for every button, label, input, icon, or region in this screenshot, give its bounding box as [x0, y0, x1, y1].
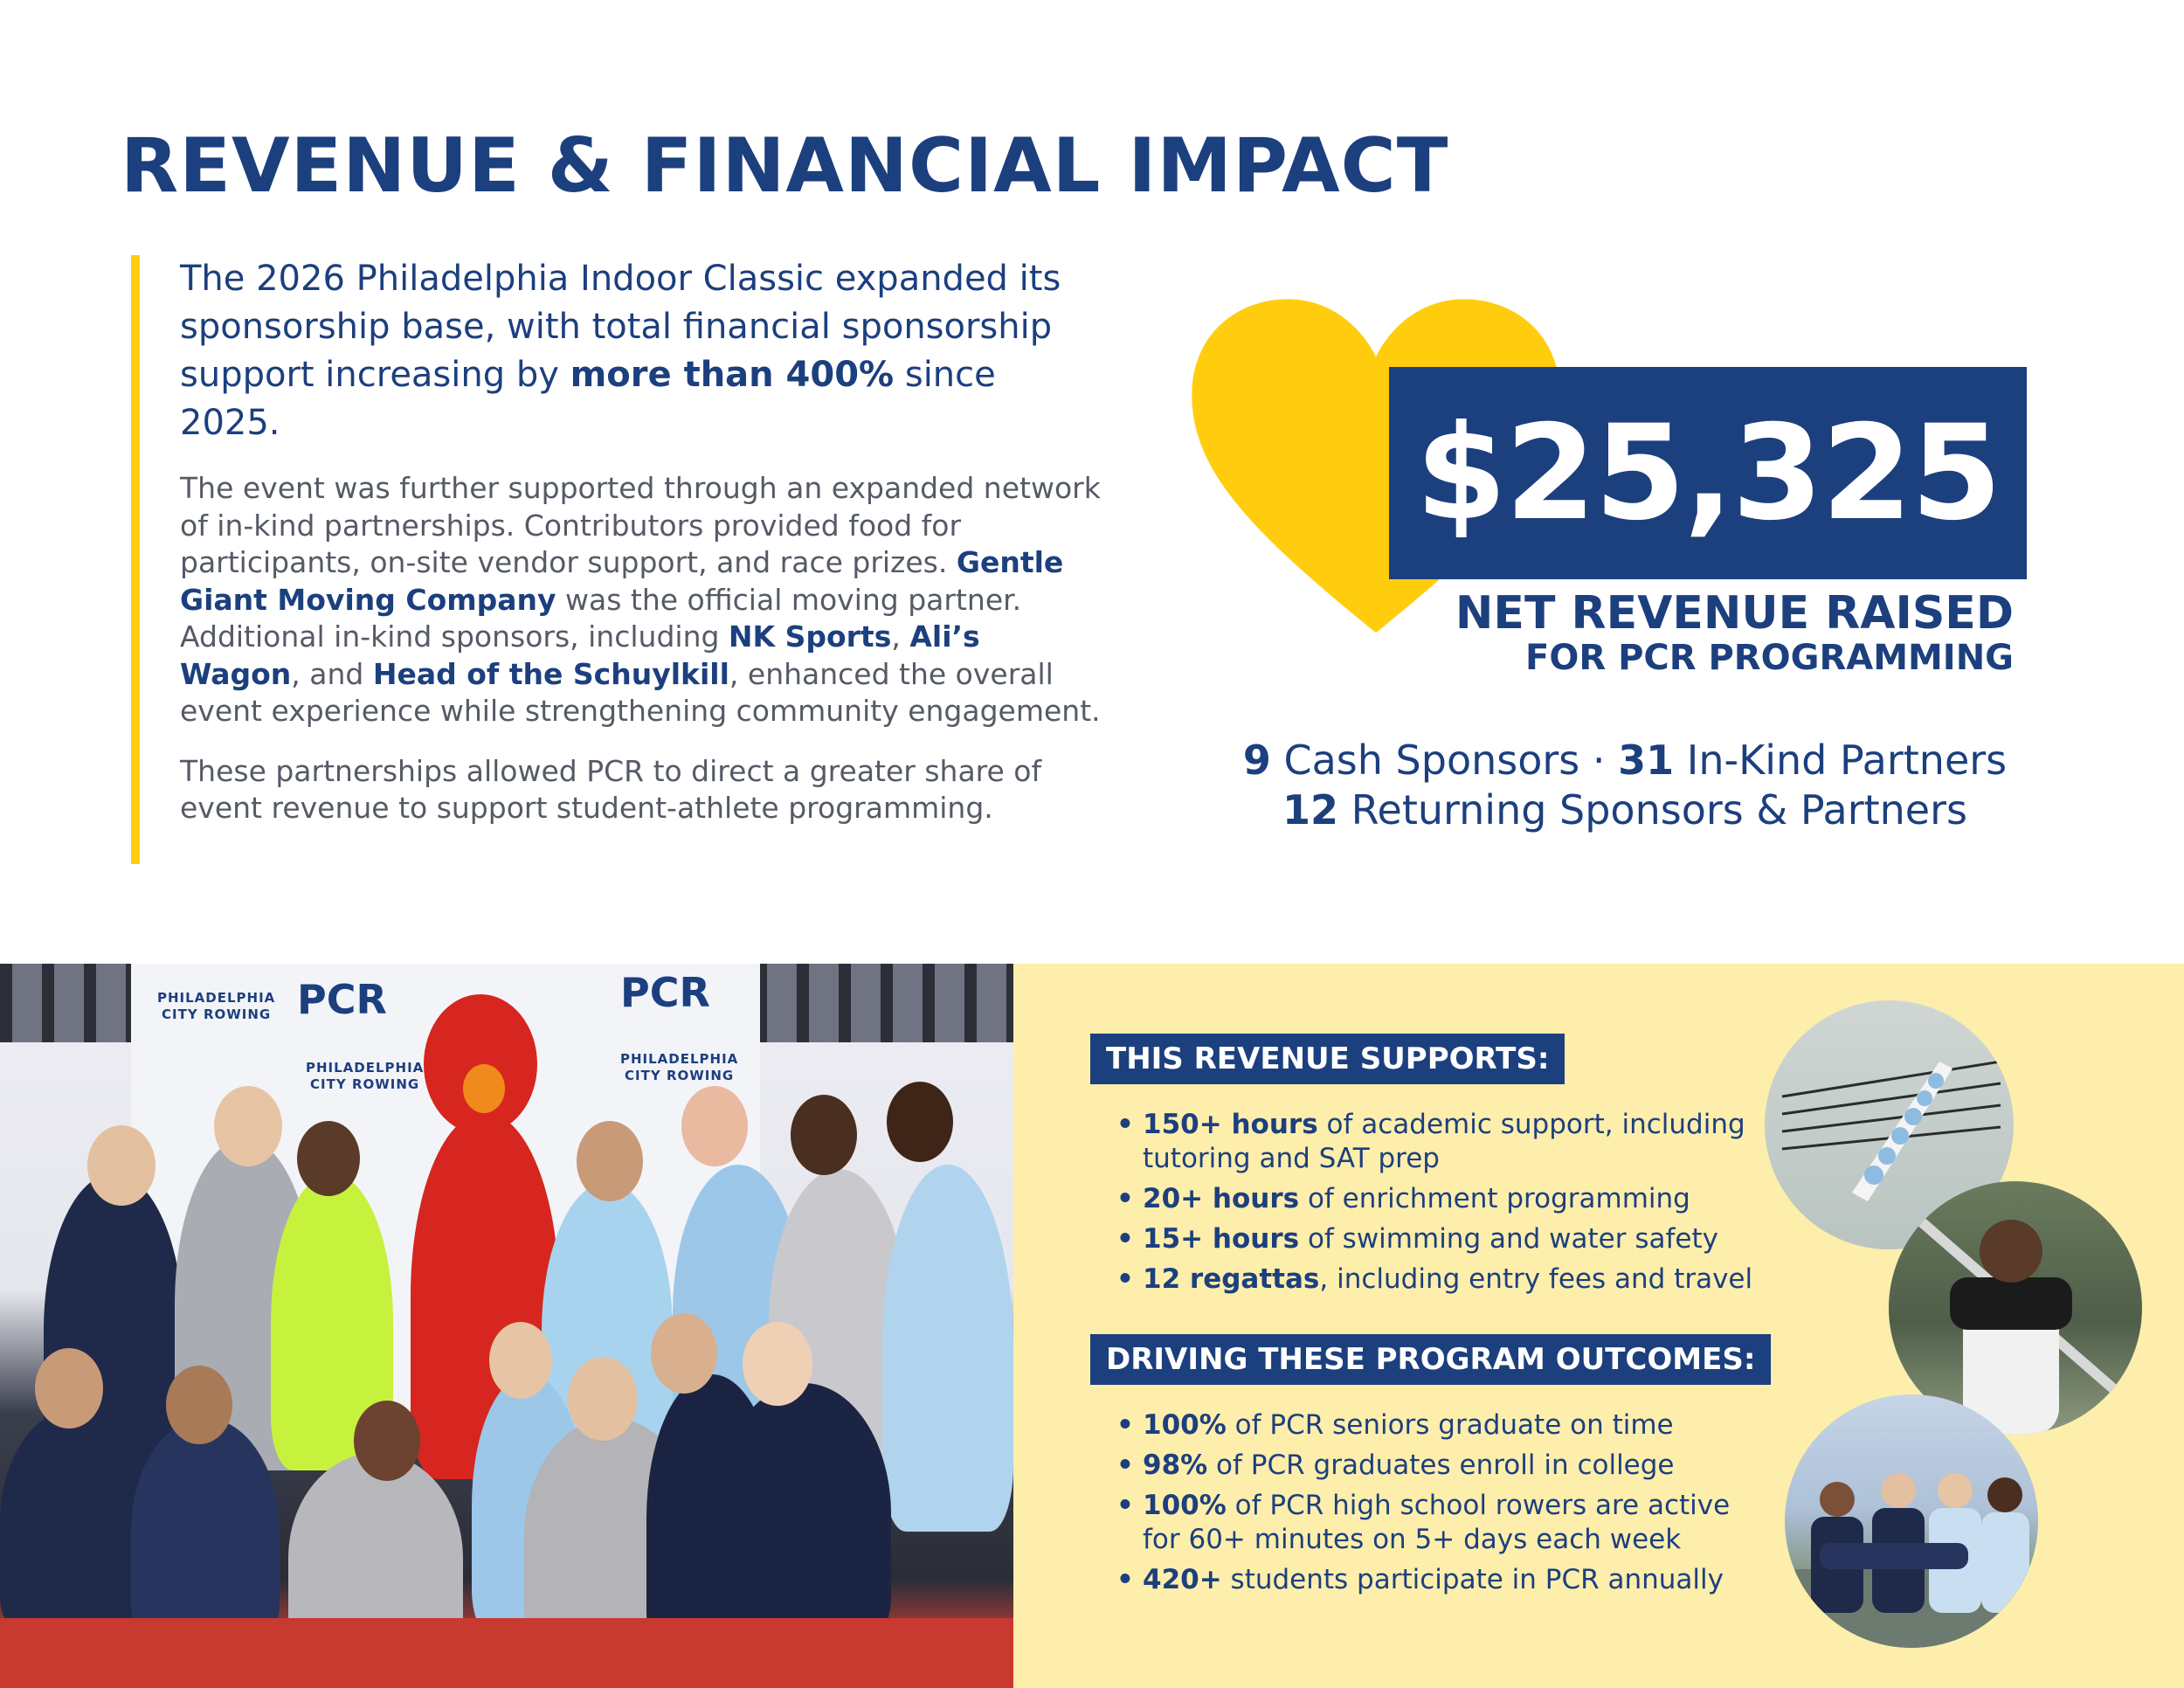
- person-head: [354, 1401, 420, 1481]
- lead-highlight: more than 400%: [570, 355, 895, 395]
- intro-section: [131, 255, 1101, 864]
- returning-count: 12: [1282, 786, 1339, 834]
- person-head: [568, 1357, 638, 1441]
- lead-text-2: since 2025.: [180, 355, 996, 443]
- person-head: [743, 1322, 812, 1406]
- outcomes-list: [1116, 1408, 1763, 1603]
- person-head: [577, 1121, 643, 1201]
- backdrop-org-name: PHILADELPHIA CITY ROWING: [306, 1060, 425, 1092]
- lead-text-1: The 2026 Philadelphia Indoor Classic expanded its sponsorship base, with total financial sponsorship support increasing by: [180, 259, 1061, 395]
- sponsor-counts: [1192, 736, 2057, 835]
- inkind-partner-label: In-Kind Partners: [1674, 737, 2008, 784]
- person: [131, 1418, 280, 1645]
- pcr-logo: PCR: [297, 976, 387, 1023]
- cash-sponsor-count: 9: [1242, 737, 1271, 784]
- person-head: [489, 1322, 552, 1399]
- p1-text-b: was the official moving partner. Additional in-kind sponsors, including: [180, 582, 1022, 654]
- list-item: • 150+ hours of academic support, including tutoring and SAT prep: [1116, 1108, 1763, 1176]
- gym-floor: [0, 1618, 1013, 1688]
- list-item: • 420+ students participate in PCR annually: [1116, 1563, 1763, 1597]
- mascot-nose: [463, 1064, 505, 1113]
- list-item: • 98% of PCR graduates enroll in college: [1116, 1449, 1763, 1483]
- pcr-logo: PCR: [620, 969, 710, 1016]
- list-item: • 15+ hours of swimming and water safety: [1116, 1222, 1763, 1256]
- group-photo: [0, 964, 1013, 1688]
- intro-lead: [180, 255, 1106, 447]
- list-item: • 100% of PCR high school rowers are active for 60+ minutes on 5+ days each week: [1116, 1489, 1763, 1557]
- p1-and: , and: [291, 656, 373, 691]
- backdrop-org-name: PHILADELPHIA CITY ROWING: [620, 1051, 739, 1083]
- p1-text-a: The event was further supported through an expanded network of in-kind partnerships. Contributors provided food for participants, on-site vendor support, and race prizes.: [180, 471, 1101, 579]
- returning-label: Returning Sponsors & Partners: [1338, 786, 1967, 834]
- person-head: [214, 1086, 282, 1166]
- partnerships-paragraph: These partnerships allowed PCR to direct a greater share of event revenue to support student-athlete programming.: [180, 753, 1042, 825]
- counts-line-1: [1192, 736, 2057, 785]
- counts-line-2: [1192, 785, 2057, 835]
- sponsor-alis-wagon: Ali’s Wagon: [180, 619, 980, 691]
- rowers-team-photo: [1785, 1394, 2038, 1648]
- list-item: • 100% of PCR seniors graduate on time: [1116, 1408, 1763, 1442]
- person-head: [35, 1348, 103, 1429]
- supports-heading: THIS REVENUE SUPPORTS:: [1090, 1034, 1565, 1084]
- p1-comma: ,: [891, 619, 910, 654]
- person-head: [681, 1086, 748, 1166]
- outcomes-heading: DRIVING THESE PROGRAM OUTCOMES:: [1090, 1334, 1771, 1385]
- person-head: [791, 1095, 857, 1175]
- person-head: [87, 1125, 156, 1206]
- backdrop-org-name: PHILADELPHIA CITY ROWING: [157, 990, 276, 1022]
- person-head: [887, 1082, 953, 1162]
- sponsor-gentle-giant: Gentle Giant Moving Company: [180, 545, 1064, 617]
- sponsor-nk-sports: NK Sports: [728, 619, 892, 654]
- list-item: • 20+ hours of enrichment programming: [1116, 1182, 1763, 1216]
- revenue-sublabel: FOR PCR PROGRAMMING: [1525, 638, 2014, 678]
- list-item: • 12 regattas, including entry fees and travel: [1116, 1263, 1763, 1297]
- person-head: [297, 1121, 360, 1196]
- person: [882, 1165, 1013, 1532]
- revenue-amount: $25,325: [1389, 367, 2027, 579]
- person-head: [166, 1366, 232, 1444]
- in-kind-paragraph: [180, 470, 1106, 730]
- person-head: [651, 1313, 717, 1394]
- person: [0, 1409, 149, 1636]
- page-title: REVENUE & FINANCIAL IMPACT: [121, 122, 1449, 210]
- inkind-partner-count: 31: [1618, 737, 1675, 784]
- person: [716, 1383, 891, 1645]
- sponsor-head-of-schuylkill: Head of the Schuylkill: [372, 656, 729, 691]
- revenue-label: NET REVENUE RAISED: [1455, 587, 2014, 640]
- cash-sponsor-label: Cash Sponsors ·: [1270, 737, 1619, 784]
- supports-list: [1116, 1108, 1763, 1303]
- p1-text-c: , enhanced the overall event experience while strengthening community engagement.: [180, 656, 1101, 728]
